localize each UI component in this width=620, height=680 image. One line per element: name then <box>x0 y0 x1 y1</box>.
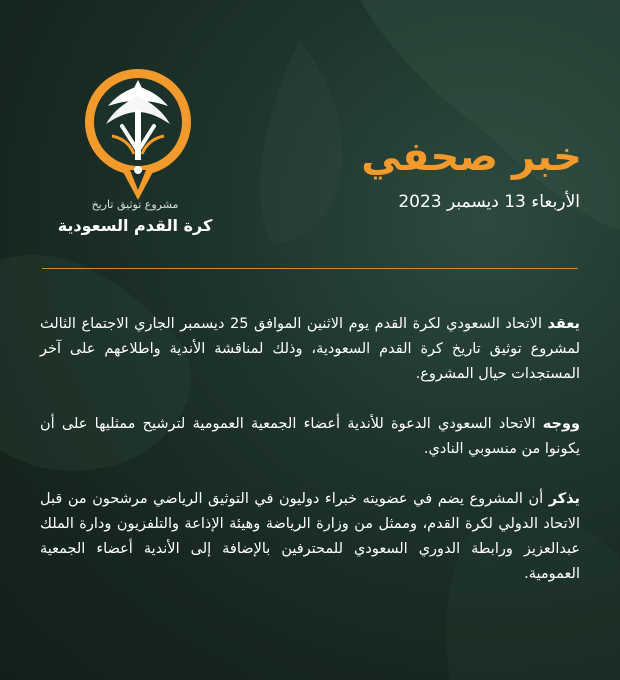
paragraph-3 <box>40 487 580 587</box>
paragraph-text: الاتحاد السعودي لكرة القدم يوم الاثنين الموافق 25 ديسمبر الجاري الاجتماع الثالث لمشروع توثيق تاريخ كرة القدم السعودية، وذلك لمناقشة الأندية واطلاعهم على آخر المستجدات حيال المشروع. <box>40 316 580 382</box>
paragraph-lead: يعقد <box>547 316 580 332</box>
paragraph-lead: يذكر <box>548 491 580 507</box>
logo-name: كرة القدم السعودية <box>57 216 213 235</box>
article-body <box>40 312 580 612</box>
paragraph-lead: ووجه <box>542 416 580 432</box>
paragraph-1 <box>40 312 580 387</box>
paragraph-text: الاتحاد السعودي الدعوة للأندية أعضاء الجمعية العمومية لترشيح ممثليها على أن يكونوا من منسوبي النادي. <box>40 416 580 457</box>
divider <box>42 268 578 269</box>
logo-subtitle: مشروع توثيق تاريخ <box>91 198 179 211</box>
saudi-football-history-logo-icon <box>82 66 194 204</box>
paragraph-text: أن المشروع يضم في عضويته خبراء دوليون في التوثيق الرياضي مرشحون من قبل الاتحاد الدولي لكرة القدم، وممثل من وزارة الرياضة وهيئة الإذاعة والتلفزيون ودارة الملك عبدالعزيز ورابطة الدوري السعودي للمحترفين بالإضافة إلى الأندية أعضاء الجمعية العمومية. <box>40 491 580 582</box>
page-title: خبر صحفي <box>361 134 582 180</box>
date-label: الأربعاء 13 ديسمبر 2023 <box>398 192 580 212</box>
paragraph-2 <box>40 412 580 462</box>
